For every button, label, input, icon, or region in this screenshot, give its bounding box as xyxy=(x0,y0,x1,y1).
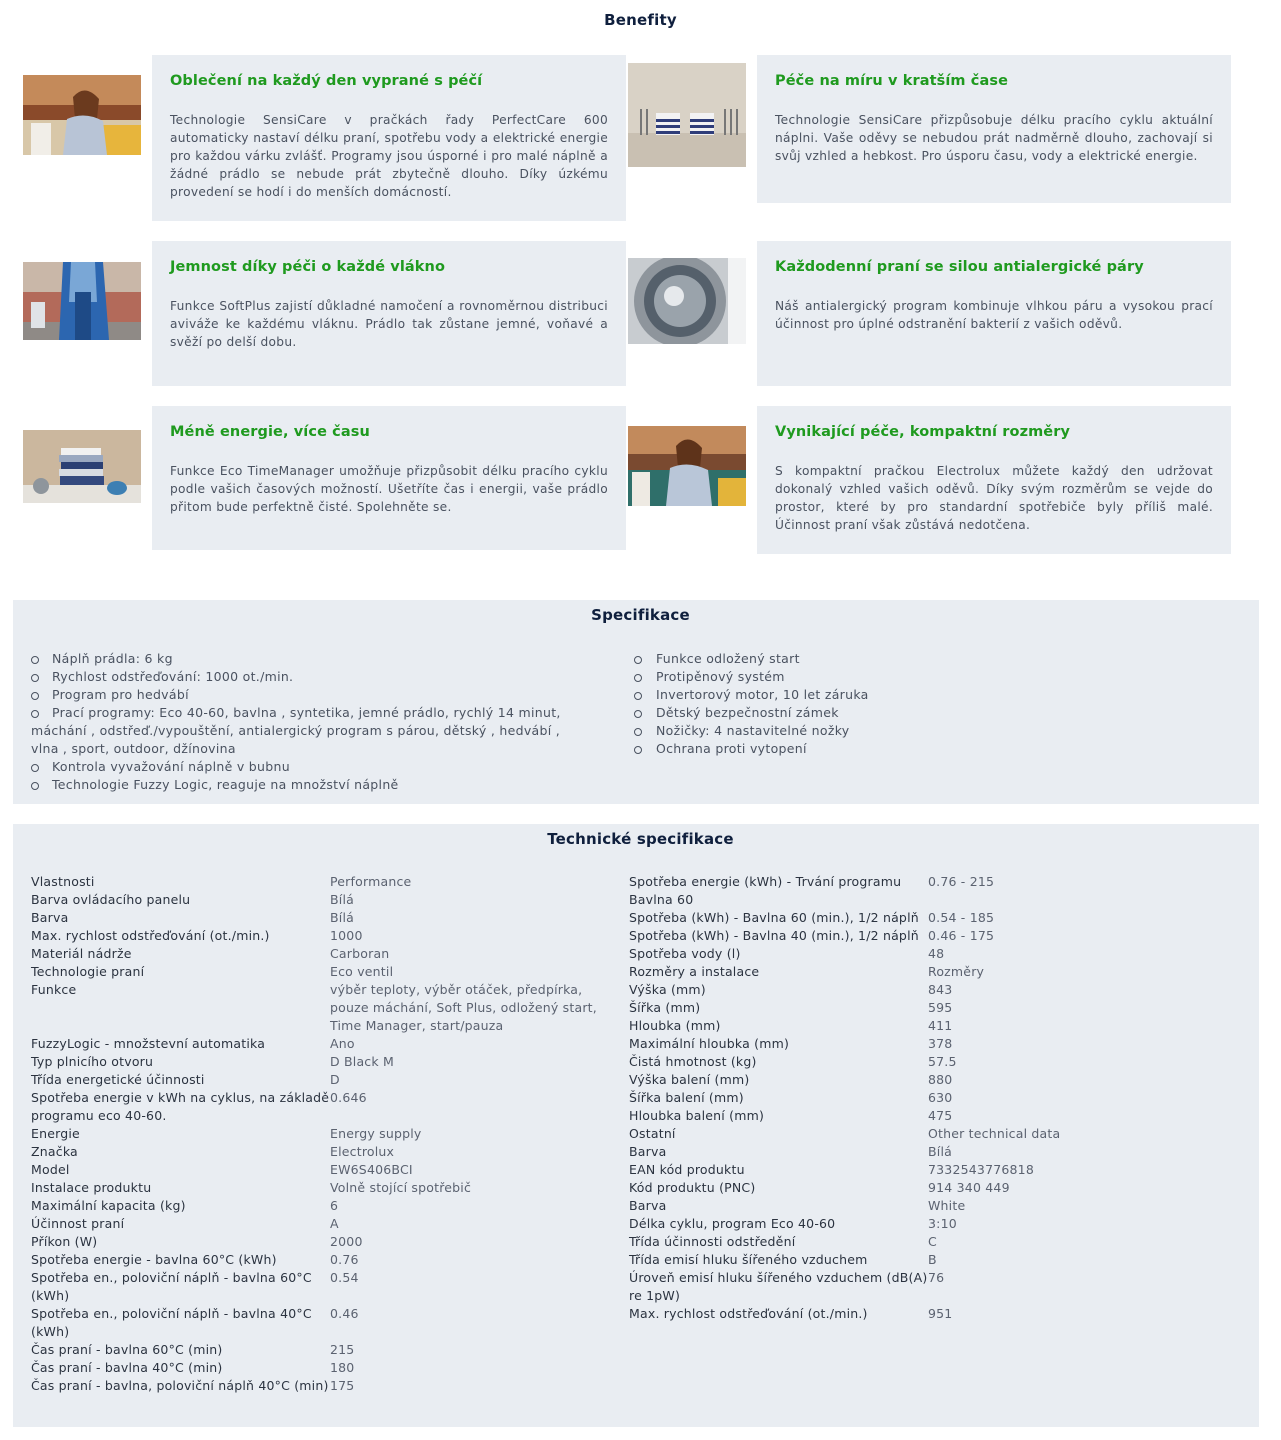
spec-value: 595 xyxy=(928,1000,953,1015)
table-row xyxy=(629,1269,1219,1305)
spec-label: Instalace produktu xyxy=(31,1180,152,1195)
table-row xyxy=(629,927,1219,945)
spec-label: Třída účinnosti odstředění xyxy=(629,1234,796,1249)
table-row xyxy=(629,1251,1219,1269)
spec-label: Čas praní - bavlna 40°C (min) xyxy=(31,1360,223,1375)
spec-value: 843 xyxy=(928,982,953,997)
benefit-card-everyday-care xyxy=(152,55,626,221)
table-row xyxy=(629,1035,1219,1053)
spec-value: 914 340 449 xyxy=(928,1180,1010,1195)
bullet-icon xyxy=(634,656,642,664)
spec-label: Spotřeba energie (kWh) - Trvání programu Bavlna 60 xyxy=(629,874,902,907)
benefit-text: Technologie SensiCare přizpůsobuje délku pracího cyklu aktuální náplni. Vaše oděvy se nebudou prát nadměrně dlouho, zachovají si svůj vzhled a hebkost. Pro úsporu času, vody a elektrické energie. xyxy=(775,113,1213,163)
table-row xyxy=(31,1233,621,1251)
bullet-icon xyxy=(634,692,642,700)
tech-specs-title: Technické specifikace xyxy=(547,830,734,848)
spec-value: 76 xyxy=(928,1270,945,1285)
bullet-icon xyxy=(634,674,642,682)
list-item: Invertorový motor, 10 let záruka xyxy=(634,686,1194,704)
spec-value: Bílá xyxy=(330,910,354,925)
spec-value: Rozměry xyxy=(928,964,985,979)
spec-value: White xyxy=(928,1198,966,1213)
spec-value: 951 xyxy=(928,1306,953,1321)
table-row xyxy=(31,1359,621,1377)
table-row xyxy=(629,945,1219,963)
benefit-title: Vynikající péče, kompaktní rozměry xyxy=(775,424,1071,440)
table-row xyxy=(31,963,621,981)
table-row xyxy=(629,1233,1219,1251)
benefit-image-washer-drum xyxy=(628,258,746,344)
table-row xyxy=(629,1017,1219,1035)
bullet-icon xyxy=(634,728,642,736)
bullet-icon xyxy=(31,656,39,664)
table-row xyxy=(629,1107,1219,1125)
benefit-card-timemanager xyxy=(152,406,626,550)
specs-list-right xyxy=(634,650,1194,758)
spec-label: Spotřeba energie - bavlna 60°C (kWh) xyxy=(31,1252,277,1267)
list-item: Program pro hedvábí xyxy=(31,686,591,704)
table-row xyxy=(629,1071,1219,1089)
spec-value: 175 xyxy=(330,1378,355,1393)
spec-label: Barva xyxy=(629,1144,667,1159)
list-item: Rychlost odstřeďování: 1000 ot./min. xyxy=(31,668,591,686)
spec-value: B xyxy=(928,1252,937,1267)
table-row xyxy=(31,1125,621,1143)
table-row xyxy=(629,1215,1219,1233)
spec-value: Carboran xyxy=(330,946,390,961)
spec-value: 3:10 xyxy=(928,1216,957,1231)
benefit-text: Náš antialergický program kombinuje vlhkou páru a vysokou prací účinnost pro úplné odstranění bakterií z vašich oděvů. xyxy=(775,299,1213,331)
tech-specs-left-column xyxy=(31,873,621,1395)
spec-label: Maximální kapacita (kg) xyxy=(31,1198,186,1213)
spec-value: Other technical data xyxy=(928,1126,1061,1141)
spec-value: EW6S406BCI xyxy=(330,1162,413,1177)
spec-value: Performance xyxy=(330,874,412,889)
spec-label: Hloubka balení (mm) xyxy=(629,1108,765,1123)
spec-value: Bílá xyxy=(330,892,354,907)
table-row xyxy=(629,999,1219,1017)
benefit-image-woman-sofa-2 xyxy=(628,426,746,506)
spec-label: Typ plnicího otvoru xyxy=(31,1054,154,1069)
table-row xyxy=(31,1305,621,1341)
list-item: Technologie Fuzzy Logic, reaguje na množství náplně xyxy=(31,776,591,794)
benefit-text: Funkce SoftPlus zajistí důkladné namočení a rovnoměrnou distribuci avivážе ke každému vláknu. Prádlo tak zůstane jemné, voňavé a svěží po delší dobu. xyxy=(170,299,608,349)
spec-label: Kód produktu (PNC) xyxy=(629,1180,756,1195)
spec-value: 0.54 xyxy=(330,1270,359,1285)
table-row xyxy=(31,873,621,891)
benefit-card-compact xyxy=(757,406,1231,554)
table-row xyxy=(629,909,1219,927)
benefit-text: Technologie SensiCare v pračkách řady PerfectCare 600 automaticky nastaví délku praní, spotřebu vody a elektrické energie pro každou várku zvlášť. Programy jsou úsporné i pro malé náplně a žádné prádlo se nebude prát zbytečně dlouho. Díky úzkému provedení se hodí i do menších domácností. xyxy=(170,113,608,199)
spec-value: D xyxy=(330,1072,340,1087)
spec-value: 7332543776818 xyxy=(928,1162,1034,1177)
table-row xyxy=(31,1197,621,1215)
spec-label: Čas praní - bavlna, poloviční náplň 40°C (min) xyxy=(31,1378,329,1393)
benefits-title: Benefity xyxy=(604,11,677,29)
spec-label: Barva xyxy=(629,1198,667,1213)
spec-label: Délka cyklu, program Eco 40-60 xyxy=(629,1216,836,1231)
spec-label: Hloubka (mm) xyxy=(629,1018,721,1033)
spec-label: Výška balení (mm) xyxy=(629,1072,750,1087)
benefit-title: Oblečení na každý den vyprané s péčí xyxy=(170,73,483,89)
list-item: Kontrola vyvažování náplně v bubnu xyxy=(31,758,591,776)
table-row xyxy=(629,1089,1219,1107)
spec-value: 0.46 - 175 xyxy=(928,928,995,943)
spec-value: 0.46 xyxy=(330,1306,359,1321)
benefit-card-steam xyxy=(757,241,1231,386)
benefit-image-denim-jacket xyxy=(23,262,141,340)
benefit-title: Každodenní praní se silou antialergické páry xyxy=(775,259,1144,275)
list-item: Nožičky: 4 nastavitelné nožky xyxy=(634,722,1194,740)
spec-value: A xyxy=(330,1216,339,1231)
spec-label: Spotřeba (kWh) - Bavlna 40 (min.), 1/2 náplň xyxy=(629,928,919,943)
spec-label: Spotřeba en., poloviční náplň - bavlna 60°C (kWh) xyxy=(31,1270,312,1303)
benefit-image-clothes-stack xyxy=(23,430,141,503)
spec-value: Energy supply xyxy=(330,1126,422,1141)
table-row xyxy=(31,981,621,1035)
spec-value: 0.646 xyxy=(330,1090,367,1105)
spec-label: Vlastnosti xyxy=(31,874,95,889)
spec-value: 0.76 xyxy=(330,1252,359,1267)
spec-label: Model xyxy=(31,1162,70,1177)
spec-label: Třída emisí hluku šířeného vzduchem xyxy=(629,1252,868,1267)
list-item: Náplň prádla: 6 kg xyxy=(31,650,591,668)
spec-label: Spotřeba (kWh) - Bavlna 60 (min.), 1/2 náplň xyxy=(629,910,919,925)
spec-label: Ostatní xyxy=(629,1126,676,1141)
spec-label: Rozměry a instalace xyxy=(629,964,760,979)
spec-value: Volně stojící spotřebič xyxy=(330,1180,472,1195)
table-row xyxy=(31,1089,621,1125)
spec-label: Materiál nádrže xyxy=(31,946,132,961)
spec-label: Funkce xyxy=(31,982,77,997)
benefit-card-softplus xyxy=(152,241,626,386)
table-row xyxy=(629,963,1219,981)
spec-label: Značka xyxy=(31,1144,78,1159)
spec-value: 6 xyxy=(330,1198,339,1213)
table-row xyxy=(629,1305,1219,1323)
table-row xyxy=(31,891,621,909)
benefit-image-folded-clothes xyxy=(628,63,746,167)
table-row xyxy=(31,1161,621,1179)
spec-value: Ano xyxy=(330,1036,355,1051)
spec-label: Úroveň emisí hluku šířeného vzduchem (dB(A) re 1pW) xyxy=(629,1270,928,1303)
list-item: Prací programy: Eco 40-60, bavlna , syntetika, jemné prádlo, rychlý 14 minut, máchání , odstřeď./vypouštění, antialergický program s párou, dětský , hedvábí , vlna , sport, outdoor, džínovina xyxy=(31,705,561,756)
table-row xyxy=(31,1377,621,1395)
spec-value: výběr teploty, výběr otáček, předpírka, pouze máchání, Soft Plus, odložený start, Time Manager, start/pauza xyxy=(330,982,597,1033)
benefit-title: Jemnost díky péči o každé vlákno xyxy=(170,259,446,275)
spec-value: 411 xyxy=(928,1018,953,1033)
bullet-icon xyxy=(634,746,642,754)
spec-value: 0.54 - 185 xyxy=(928,910,995,925)
spec-value: 378 xyxy=(928,1036,953,1051)
spec-value: Eco ventil xyxy=(330,964,394,979)
table-row xyxy=(629,873,1219,909)
table-row xyxy=(31,1053,621,1071)
table-row xyxy=(31,1215,621,1233)
table-row xyxy=(629,1143,1219,1161)
spec-value: Electrolux xyxy=(330,1144,395,1159)
spec-value: Bílá xyxy=(928,1144,952,1159)
spec-value: 630 xyxy=(928,1090,953,1105)
spec-label: Šířka (mm) xyxy=(629,1000,701,1015)
spec-label: Třída energetické účinnosti xyxy=(31,1072,205,1087)
table-row xyxy=(629,1179,1219,1197)
bullet-icon xyxy=(31,710,39,718)
specs-list-left xyxy=(31,650,591,794)
spec-label: Technologie praní xyxy=(31,964,145,979)
spec-label: Barva ovládacího panelu xyxy=(31,892,191,907)
bullet-icon xyxy=(31,692,39,700)
spec-value: 880 xyxy=(928,1072,953,1087)
spec-label: Max. rychlost odstřeďování (ot./min.) xyxy=(31,928,270,943)
table-row xyxy=(31,1035,621,1053)
tech-specs-right-column xyxy=(629,873,1219,1323)
benefit-text: Funkce Eco TimeManager umožňuje přizpůsobit délku pracího cyklu podle vašich časových možností. Ušetříte čas i energii, vaše prádlo přitom bude perfektně čisté. Spolehněte se. xyxy=(170,464,608,514)
table-row xyxy=(31,1269,621,1305)
spec-value: 180 xyxy=(330,1360,355,1375)
spec-value: 475 xyxy=(928,1108,953,1123)
spec-value: 48 xyxy=(928,946,945,961)
spec-label: Šířka balení (mm) xyxy=(629,1090,744,1105)
table-row xyxy=(31,1071,621,1089)
bullet-icon xyxy=(31,674,39,682)
spec-label: Výška (mm) xyxy=(629,982,706,997)
benefit-image-woman-sofa xyxy=(23,75,141,155)
spec-label: Spotřeba en., poloviční náplň - bavlna 40°C (kWh) xyxy=(31,1306,312,1339)
spec-value: 57.5 xyxy=(928,1054,957,1069)
table-row xyxy=(31,909,621,927)
spec-value: 1000 xyxy=(330,928,363,943)
spec-value: 2000 xyxy=(330,1234,363,1249)
spec-label: EAN kód produktu xyxy=(629,1162,745,1177)
spec-label: FuzzyLogic - množstevní automatika xyxy=(31,1036,266,1051)
bullet-icon xyxy=(31,782,39,790)
spec-label: Spotřeba vody (l) xyxy=(629,946,741,961)
spec-label: Barva xyxy=(31,910,69,925)
table-row xyxy=(629,1197,1219,1215)
spec-label: Účinnost praní xyxy=(31,1216,125,1231)
table-row xyxy=(31,1179,621,1197)
spec-value: C xyxy=(928,1234,937,1249)
spec-value: 215 xyxy=(330,1342,355,1357)
list-item: Ochrana proti vytopení xyxy=(634,740,1194,758)
spec-label: Max. rychlost odstřeďování (ot./min.) xyxy=(629,1306,868,1321)
benefit-card-tailored-care xyxy=(757,55,1231,203)
table-row xyxy=(31,927,621,945)
benefit-title: Péče na míru v kratším čase xyxy=(775,73,1009,89)
spec-label: Příkon (W) xyxy=(31,1234,98,1249)
table-row xyxy=(629,1053,1219,1071)
specs-title: Specifikace xyxy=(591,606,690,624)
table-row xyxy=(629,981,1219,999)
table-row xyxy=(31,1143,621,1161)
list-item: Protipěnový systém xyxy=(634,668,1194,686)
spec-label: Spotřeba energie v kWh na cyklus, na základě programu eco 40-60. xyxy=(31,1090,330,1123)
bullet-icon xyxy=(31,764,39,772)
list-item: Funkce odložený start xyxy=(634,650,1194,668)
spec-value: 0.76 - 215 xyxy=(928,874,995,889)
spec-value: D Black M xyxy=(330,1054,394,1069)
spec-label: Energie xyxy=(31,1126,80,1141)
spec-label: Čistá hmotnost (kg) xyxy=(629,1054,757,1069)
spec-label: Maximální hloubka (mm) xyxy=(629,1036,790,1051)
benefit-text: S kompaktní pračkou Electrolux můžete každý den udržovat dokonalý vzhled vašich oděvů. Díky svým rozměrům se vejde do prostor, které by pro standardní spotřebiče byly příliš malé. Účinnost praní však zůstává nedotčena. xyxy=(775,464,1213,532)
table-row xyxy=(31,1341,621,1359)
table-row xyxy=(31,1251,621,1269)
spec-label: Čas praní - bavlna 60°C (min) xyxy=(31,1342,223,1357)
table-row xyxy=(629,1125,1219,1143)
list-item: Dětský bezpečnostní zámek xyxy=(634,704,1194,722)
table-row xyxy=(31,945,621,963)
table-row xyxy=(629,1161,1219,1179)
bullet-icon xyxy=(634,710,642,718)
benefit-title: Méně energie, více času xyxy=(170,424,370,440)
